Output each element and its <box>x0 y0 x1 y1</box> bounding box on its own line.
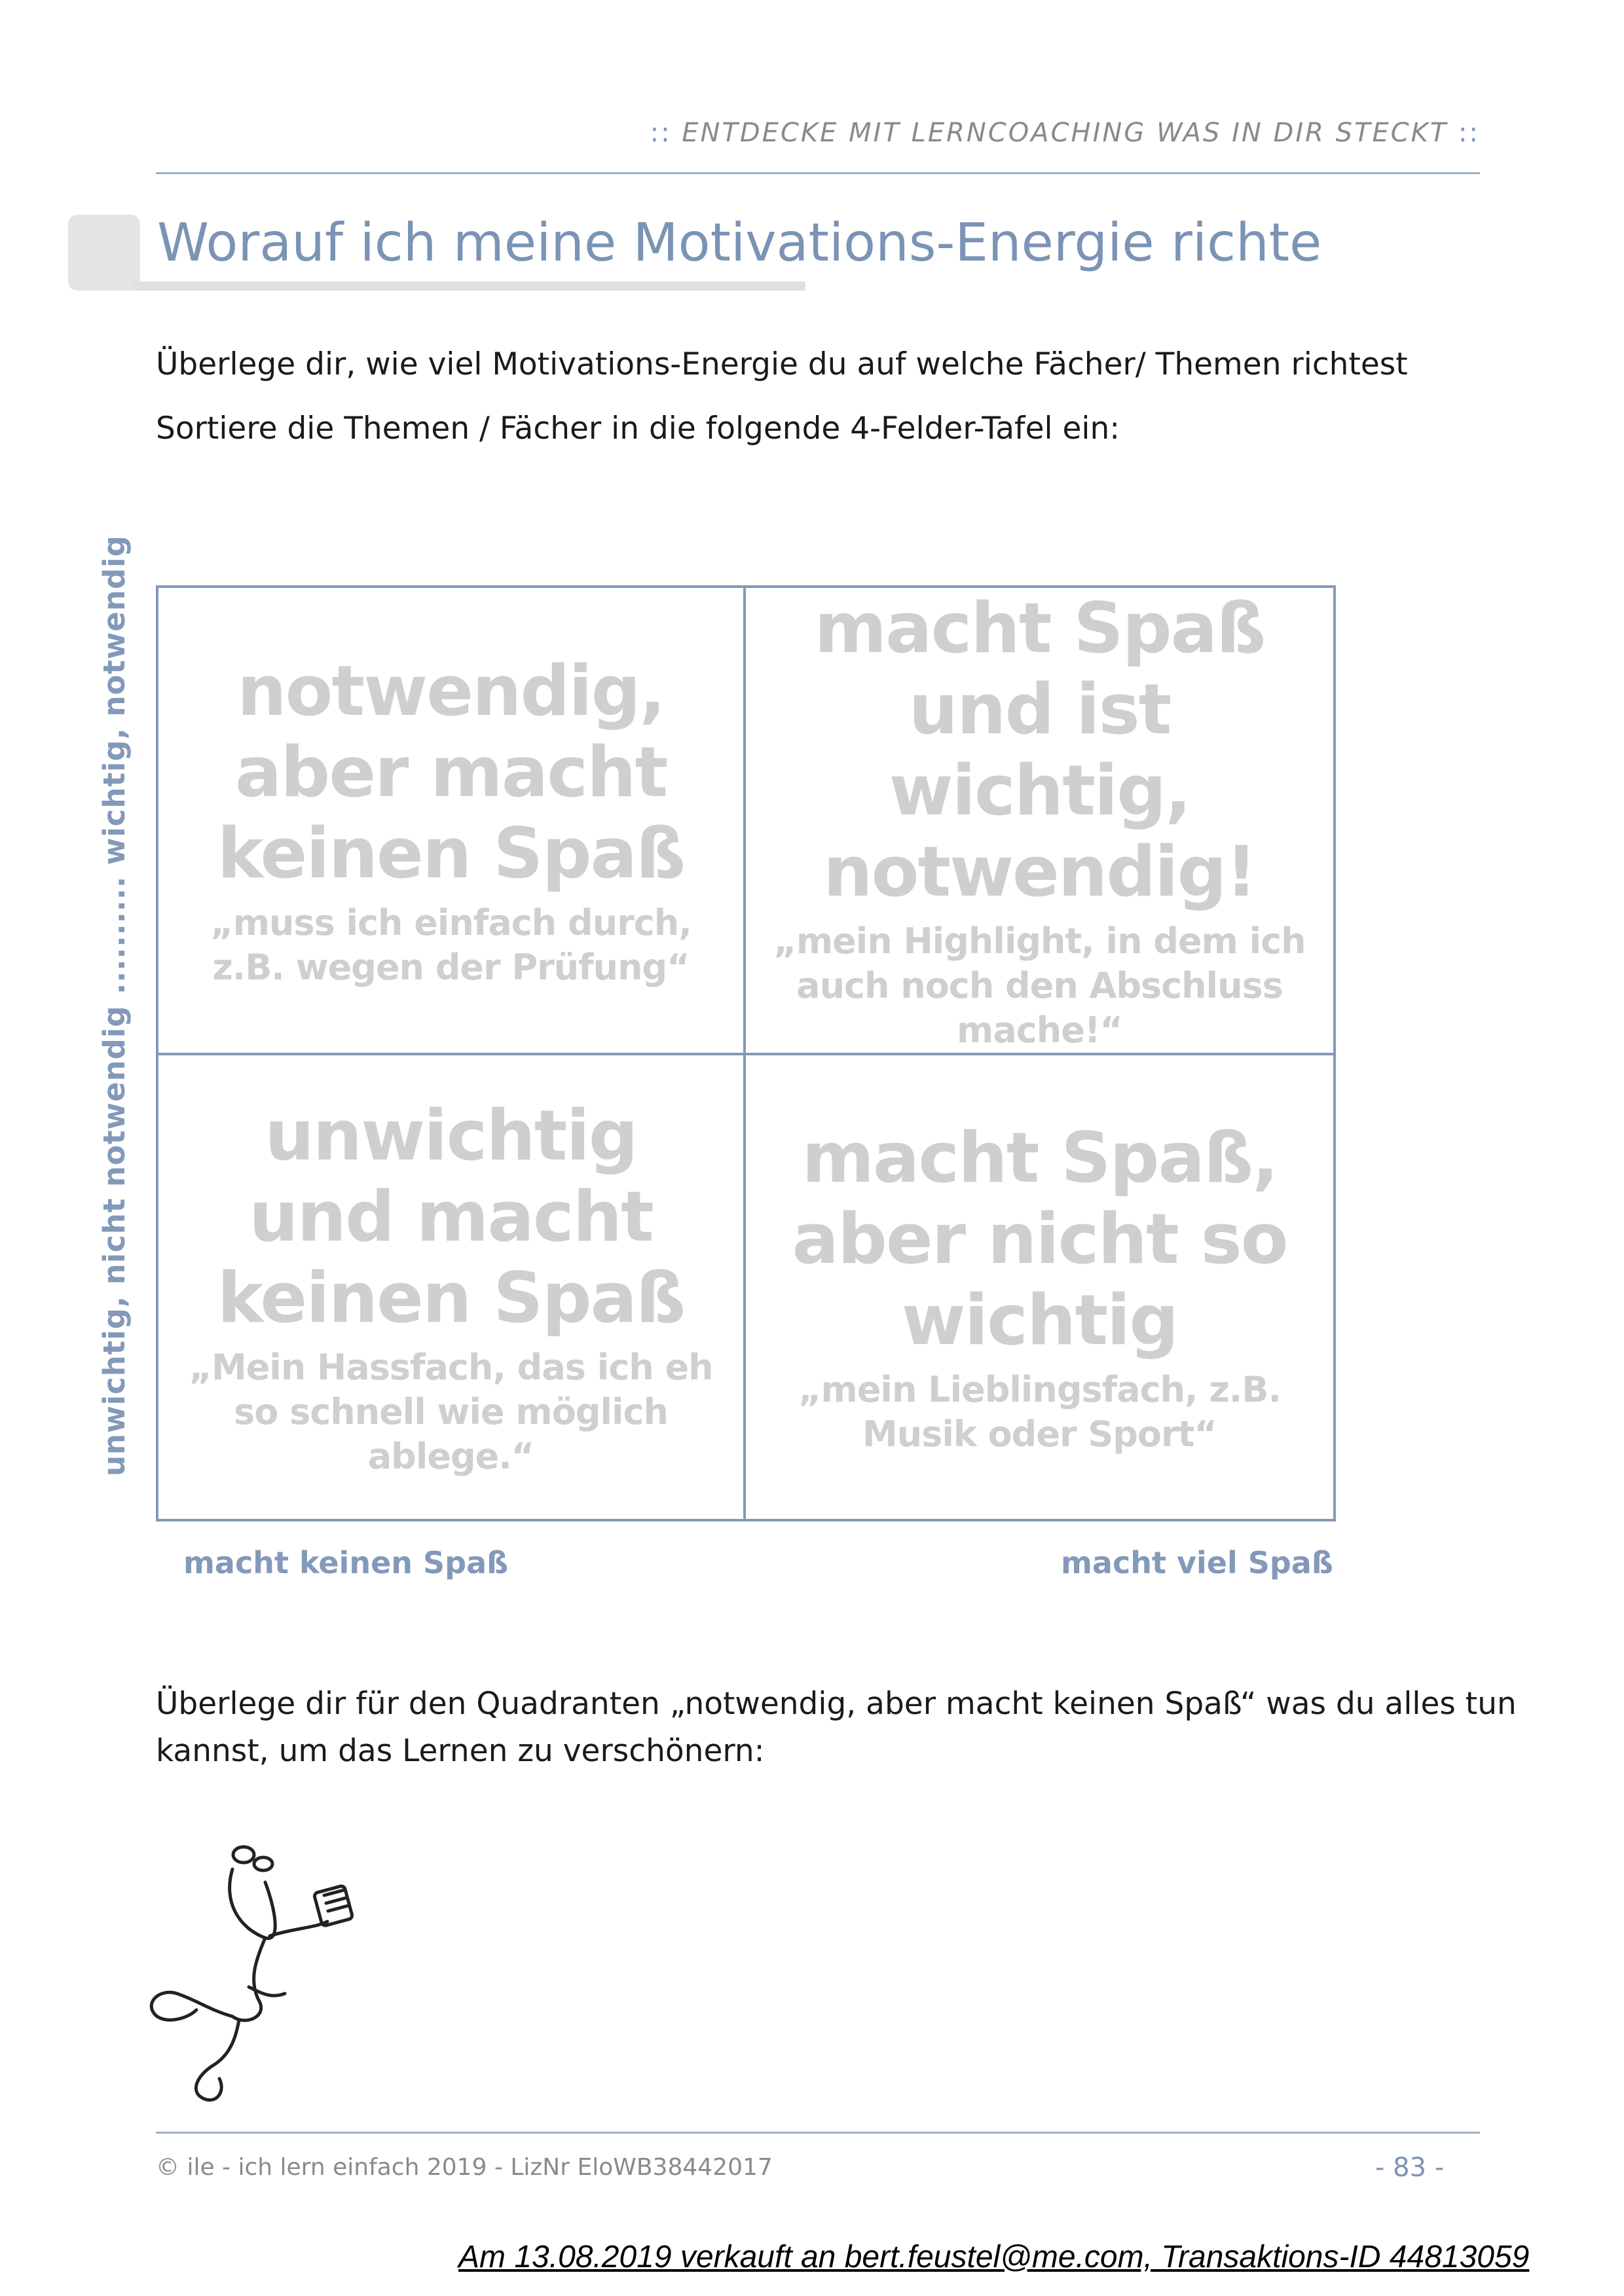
mascot-leg-left <box>151 1992 232 2020</box>
quadrant-heading: macht Spaß und ist wichtig, notwendig! <box>814 588 1265 912</box>
y-axis-label: unwichtig, nicht notwendig .......... wichtig, notwendig <box>97 535 132 1476</box>
quadrant-quote: „muss ich einfach durch, z.B. wegen der Prüfung“ <box>210 902 692 988</box>
mascot-arm <box>270 1922 327 1936</box>
footer-divider <box>156 2132 1480 2134</box>
x-axis-label-left: macht keinen Spaß <box>183 1545 509 1580</box>
mascot-illustration <box>98 1830 373 2105</box>
quadrant-heading: unwichtig und macht keinen Spaß <box>217 1095 685 1338</box>
title-underline-decoration <box>134 282 805 291</box>
mascot-eye-left <box>233 1847 254 1863</box>
quadrant-heading: macht Spaß, aber nicht so wichtig <box>792 1118 1287 1360</box>
mascot-body <box>232 1938 265 2020</box>
mascot-book-lines <box>324 1890 348 1911</box>
mascot-leg-right <box>196 2020 239 2100</box>
question-line-2: kannst, um das Lernen zu verschönern: <box>156 1733 765 1769</box>
quadrant-quote: „Mein Hassfach, das ich eh so schnell wie möglich ablege.“ <box>189 1347 713 1477</box>
quadrant-top-left <box>158 588 746 1055</box>
intro-line-2: Sortiere die Themen / Fächer in die folgende 4-Felder-Tafel ein: <box>156 410 1120 446</box>
mascot-head <box>230 1869 276 1939</box>
quadrant-top-right <box>746 588 1333 1055</box>
mascot-eye-right <box>254 1857 272 1870</box>
four-field-matrix <box>156 585 1336 1522</box>
intro-line-1: Überlege dir, wie viel Motivations-Energie du auf welche Fächer/ Themen richtest <box>156 346 1408 382</box>
header-tagline <box>589 118 1480 148</box>
quadrant-heading: notwendig, aber macht keinen Spaß <box>217 651 685 894</box>
question-line-1: Überlege dir für den Quadranten „notwendig, aber macht keinen Spaß“ was du alles tun <box>156 1686 1517 1722</box>
header-divider <box>156 172 1480 174</box>
quadrant-bottom-right <box>746 1055 1333 1519</box>
mascot-belt <box>249 1987 285 1995</box>
header-dots-right: :: <box>1458 118 1480 148</box>
quadrant-bottom-left <box>158 1055 746 1519</box>
quadrant-quote: „mein Highlight, in dem ich auch noch den Abschluss mache!“ <box>773 920 1306 1051</box>
page-title: Worauf ich meine Motivations-Energie richte <box>157 212 1322 273</box>
quadrant-quote: „mein Lieblingsfach, z.B. Musik oder Sport“ <box>798 1369 1281 1455</box>
header-dots-left: :: <box>650 118 672 148</box>
footer-copyright: © ile - ich lern einfach 2019 - LizNr EloWB38442017 <box>156 2154 773 2181</box>
sale-notice: Am 13.08.2019 verkauft an bert.feustel@me.com, Transaktions-ID 44813059 <box>458 2240 1530 2274</box>
page-number: - 83 - <box>1375 2153 1445 2183</box>
header-tagline-text: ENTDECKE MIT LERNCOACHING WAS IN DIR STECKT <box>682 118 1449 148</box>
x-axis-label-right: macht viel Spaß <box>1061 1545 1333 1580</box>
title-tab-decoration <box>68 215 140 291</box>
